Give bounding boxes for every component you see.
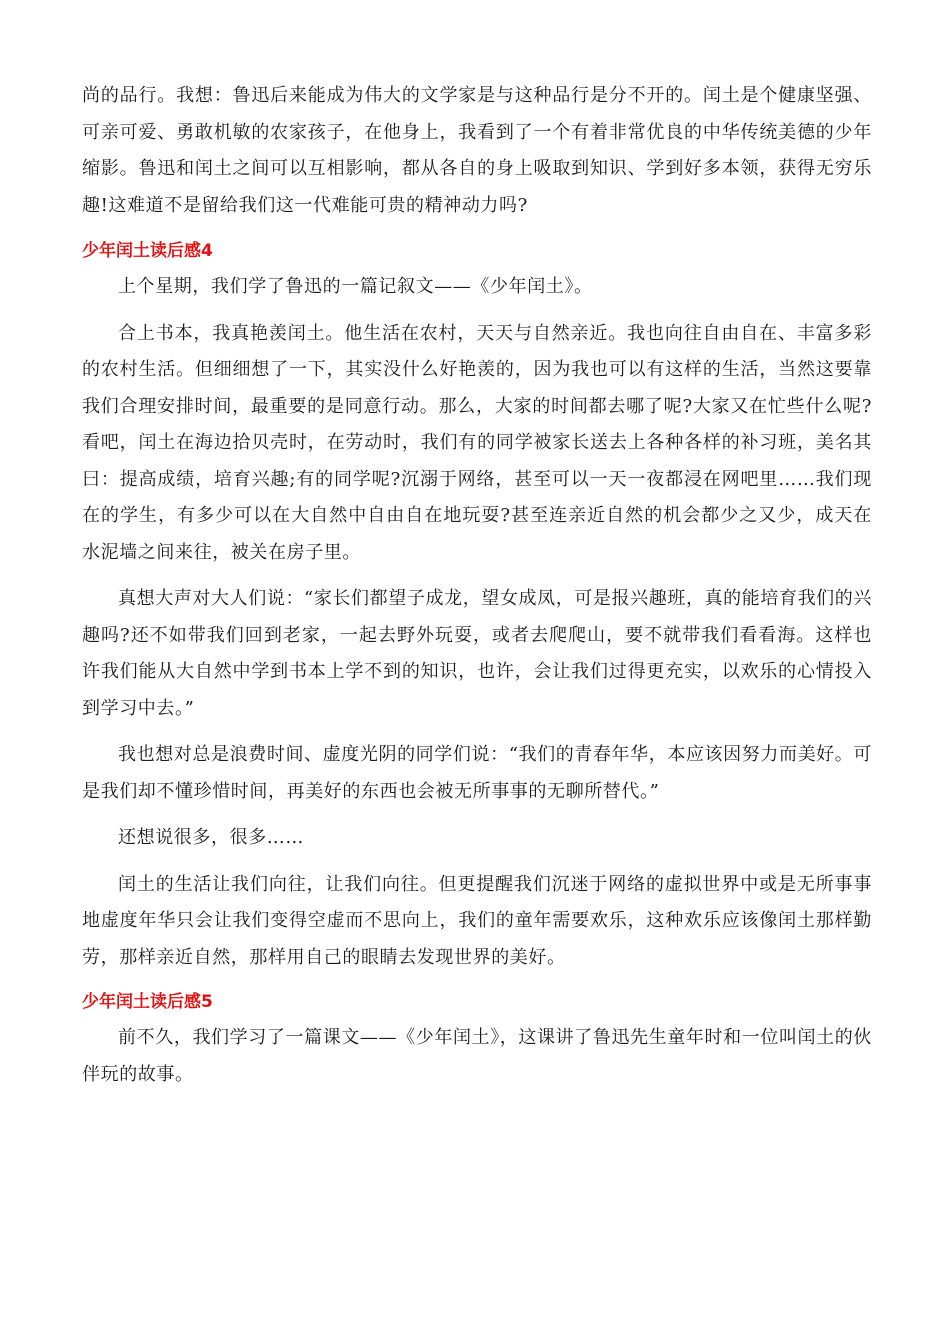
section-4-paragraph-3: 真想大声对大人们说：“家长们都望子成龙，望女成凤，可是报兴趣班，真的能培育我们的兴趣吗?还不如带我们回到老家，一起去野外玩耍，或者去爬爬山，要不就带我们看看海。这样也许我们能从大自然中学到书本上学不到的知识，也许，会让我们过得更充实，以欢乐的心情投入到学习中去。” <box>82 588 872 719</box>
section-4-paragraph-2: 合上书本，我真艳羡闰土。他生活在农村，天天与自然亲近。我也向往自由自在、丰富多彩的农村生活。但细细想了一下，其实没什么好艳羡的，因为我也可以有这样的生活，当然这要靠我们合理安排时间，最重要的是同意行动。那么，大家的时间都去哪了呢?大家又在忙些什么呢?看吧，闰土在海边拾贝壳时，在劳动时，我们有的同学被家长送去上各种各样的补习班，美名其曰：提高成绩，培育兴趣;有的同学呢?沉溺于网络，甚至可以一天一夜都浸在网吧里……我们现在的学生，有多少可以在大自然中自由自在地玩耍?甚至连亲近自然的机会都少之又少，成天在水泥墙之间来往，被关在房子里。 <box>82 322 872 563</box>
section-5-title: 少年闰土读后感5 <box>82 992 213 1012</box>
section-4-title: 少年闰土读后感4 <box>82 241 213 261</box>
section-4-paragraph-4: 我也想对总是浪费时间、虚度光阴的同学们说：“我们的青春年华，本应该因努力而美好。可是我们却不懂珍惜时间，再美好的东西也会被无所事事的无聊所替代。” <box>82 744 872 802</box>
document-page <box>82 78 872 1093</box>
section-4-paragraph-5: 还想说很多，很多…… <box>118 827 304 848</box>
section-4-paragraph-1: 上个星期，我们学了鲁迅的一篇记叙文——《少年闰土》。 <box>118 276 593 297</box>
paragraph-continuation: 尚的品行。我想：鲁迅后来能成为伟大的文学家是与这种品行是分不开的。闰土是个健康坚强、可亲可爱、勇敢机敏的农家孩子，在他身上，我看到了一个有着非常优良的中华传统美德的少年缩影。鲁迅和闰土之间可以互相影响，都从各自的身上吸取到知识、学到好多本领，获得无穷乐趣!这难道不是留给我们这一代难能可贵的精神动力吗? <box>82 85 872 216</box>
section-5-paragraph-1: 前不久，我们学习了一篇课文——《少年闰土》，这课讲了鲁迅先生童年时和一位叫闰土的伙伴玩的故事。 <box>82 1027 872 1085</box>
section-4-paragraph-6: 闰土的生活让我们向往，让我们向往。但更提醒我们沉迷于网络的虚拟世界中或是无所事事地虚度年华只会让我们变得空虚而不思向上，我们的童年需要欢乐，这种欢乐应该像闰土那样勤劳，那样亲近自然，那样用自己的眼睛去发现世界的美好。 <box>82 873 872 968</box>
